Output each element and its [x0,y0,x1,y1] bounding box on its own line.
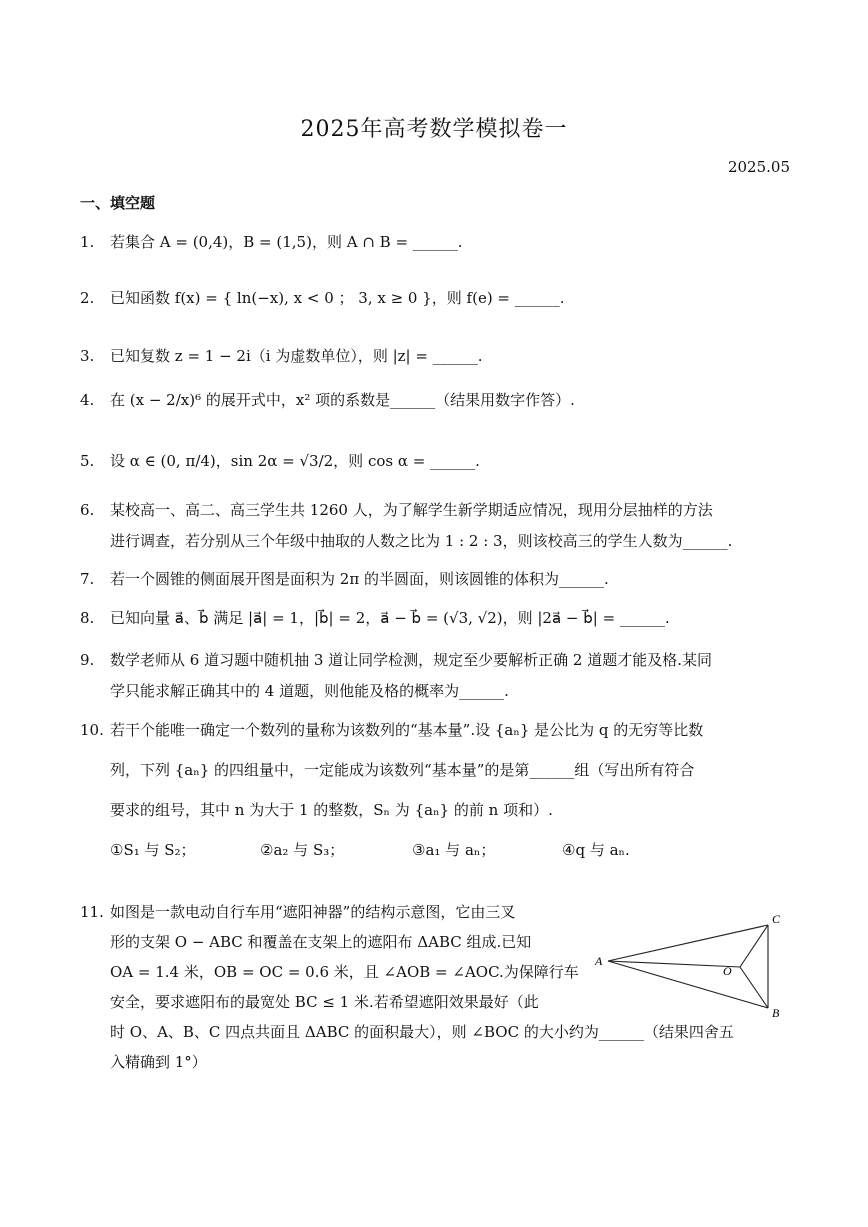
question-number: 6. [80,501,95,519]
question-9 [80,651,792,700]
question-text: 入精确到 1°） [110,1053,207,1071]
question-6 [80,501,792,550]
question-text: 形的支架 O − ABC 和覆盖在支架上的遮阳布 ΔABC 组成.已知 [110,933,532,951]
label-c: C [772,912,781,926]
option-3: ③a₁ 与 aₙ； [412,841,496,859]
question-5 [80,452,792,470]
question-text: 列，下列 {aₙ} 的四组量中，一定能成为该数列“基本量”的是第______组（写出所有符合 [110,761,695,779]
question-number: 5. [80,452,95,470]
question-text: 安全，要求遮阳布的最宽处 BC ≤ 1 米.若希望遮阳效果最好（此 [110,993,539,1011]
label-o: O [723,964,732,978]
question-8 [80,609,792,627]
question-text: 如图是一款电动自行车用“遮阳神器”的结构示意图，它由三叉 [110,903,516,921]
question-number: 9. [80,651,95,669]
question-text: 学只能求解正确其中的 4 道题，则他能及格的概率为______. [110,682,509,700]
section-heading: 一、填空题 [80,194,156,212]
question-text: 若集合 A = (0,4)，B = (1,5)，则 A ∩ B = ______. [110,233,463,251]
edge-oc [740,925,768,967]
page-title: 2025年高考数学模拟卷一 [300,117,568,142]
label-b: B [772,1006,780,1020]
question-number: 3. [80,347,95,365]
question-text: 时 O、A、B、C 四点共面且 ΔABC 的面积最大），则 ∠BOC 的大小约为______（结果四舍五 [110,1023,734,1041]
edge-ob [740,967,768,1008]
question-1 [80,233,792,251]
question-text: 已知复数 z = 1 − 2i（i 为虚数单位），则 |z| = ______. [110,347,483,365]
question-number: 4. [80,391,95,409]
question-text: 设 α ∈ (0, π/4)，sin 2α = √3/2，则 cos α = ______. [110,452,480,470]
question-10 [80,721,792,859]
edge-ab [608,961,768,1008]
exam-date: 2025.05 [727,158,790,176]
question-number: 1. [80,233,95,251]
question-7 [80,570,792,588]
question-text: OA = 1.4 米，OB = OC = 0.6 米，且 ∠AOB = ∠AOC.为保障行车 [110,963,579,981]
question-text: 若干个能唯一确定一个数列的量称为该数列的“基本量”.设 {aₙ} 是公比为 q 的无穷等比数 [110,721,704,739]
question-text: 某校高一、高二、高三学生共 1260 人，为了解学生新学期适应情况，现用分层抽样的方法 [110,501,713,519]
question-text: 已知函数 f(x) = { ln(−x), x < 0 ； 3, x ≥ 0 }，则 f(e) = ______. [110,289,565,307]
question-number: 10. [80,721,104,739]
question-number: 8. [80,609,95,627]
question-3 [80,347,792,365]
question-text: 在 (x − 2/x)⁶ 的展开式中，x² 项的系数是______（结果用数字作答）. [110,391,575,409]
question-text: 进行调查，若分别从三个年级中抽取的人数之比为 1 : 2 : 3，则该校高三的学生人数为______. [110,532,733,550]
option-2: ②a₂ 与 S₃； [260,841,345,859]
question-text: 已知向量 a⃗、b⃗ 满足 |a⃗| = 1，|b⃗| = 2，a⃗ − b⃗ = (√3, √2)，则 |2a⃗ − b⃗| = ______. [110,609,670,627]
question-text: 数学老师从 6 道习题中随机抽 3 道让同学检测，规定至少要解析正确 2 道题才能及格.某同 [110,651,713,669]
option-1: ①S₁ 与 S₂； [110,841,196,859]
question-number: 11. [80,903,104,921]
question-number: 7. [80,570,95,588]
label-a: A [595,954,603,968]
question-text: 若一个圆锥的侧面展开图是面积为 2π 的半圆面，则该圆锥的体积为______. [110,570,609,588]
question-4 [80,391,792,409]
sunshade-diagram [590,905,790,1025]
option-4: ④q 与 aₙ. [562,841,630,859]
edge-ao [608,961,740,967]
question-number: 2. [80,289,95,307]
option-row [110,841,792,859]
edge-ac [608,925,768,961]
question-text: 要求的组号，其中 n 为大于 1 的整数，Sₙ 为 {aₙ} 的前 n 项和）. [110,801,553,819]
question-2 [80,289,792,307]
